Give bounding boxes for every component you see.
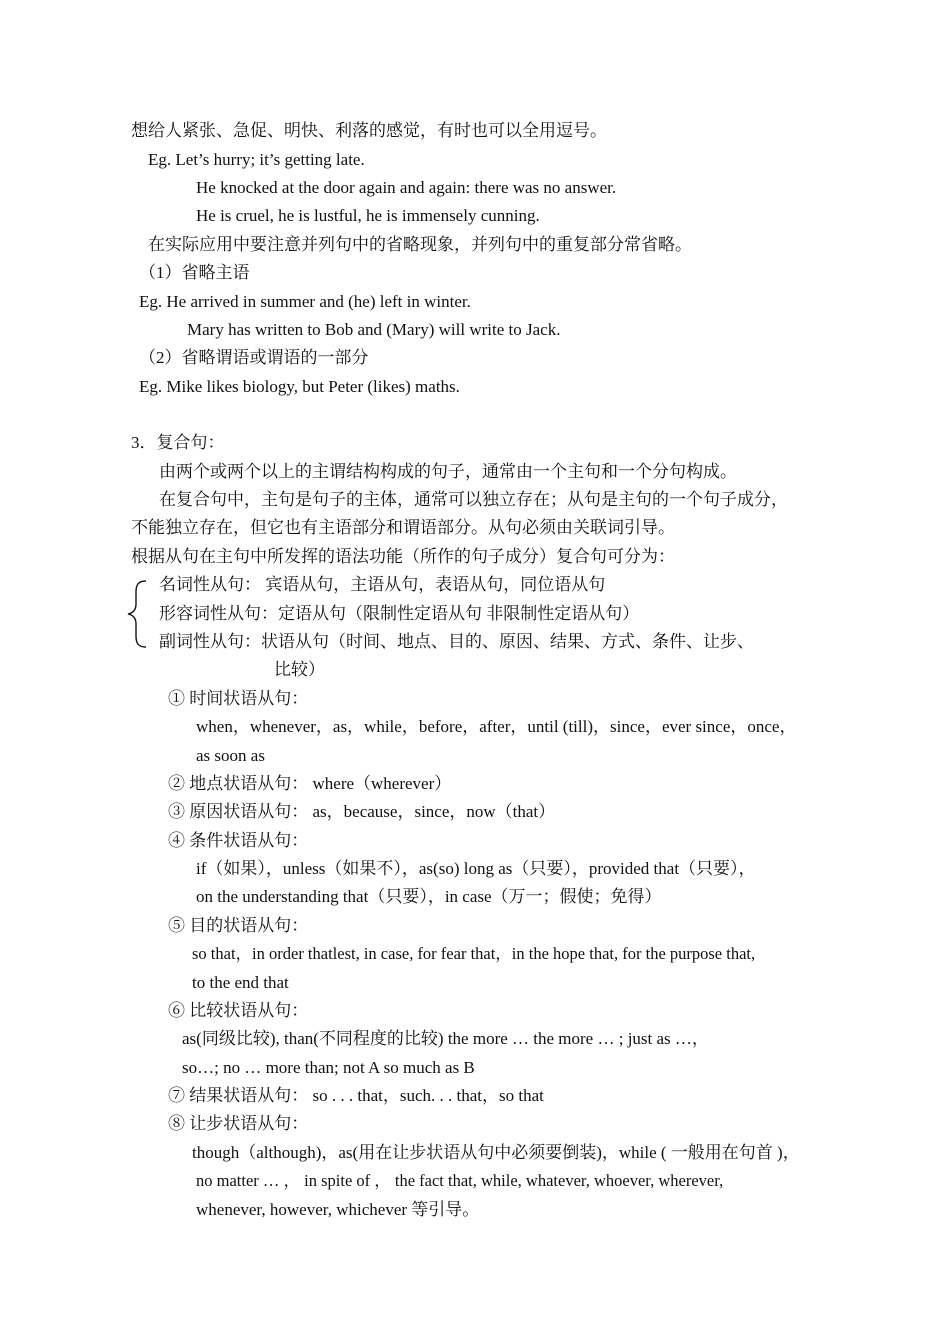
subheading: （2）省略谓语或谓语的一部分 [139, 348, 369, 367]
text-line: 根据从句在主句中所发挥的语法功能（所作的句子成分）复合句可分为： [131, 547, 675, 566]
text-line: 想给人紧张、急促、明快、利落的感觉，有时也可以全用逗号。 [131, 121, 607, 140]
clause-category-cont: 比较） [274, 660, 325, 679]
text-line: 由两个或两个以上的主谓结构构成的句子，通常由一个主句和一个分句构成。 [159, 462, 737, 481]
example-line: Eg. He arrived in summer and (he) left in winter. [139, 292, 471, 311]
example-line: He is cruel, he is lustful, he is immensely cunning. [196, 206, 540, 225]
list-item-text: when，whenever，as，while，before，after，until (till)，since，ever since，once， [196, 717, 797, 736]
text-line: 在复合句中，主句是句子的主体，通常可以独立存在；从句是主句的一个句子成分， [159, 490, 788, 509]
list-item-text: so…; no … more than; not A so much as B [182, 1058, 475, 1077]
example-line: Mary has written to Bob and (Mary) will write to Jack. [187, 320, 561, 339]
list-item-text: so that，in order thatlest, in case, for fear that，in the hope that, for the purpose that, [192, 944, 756, 963]
example-line: Eg. Mike likes biology, but Peter (likes) maths. [139, 377, 460, 396]
list-item-text: to the end that [192, 973, 289, 992]
text-line: 在实际应用中要注意并列句中的省略现象，并列句中的重复部分常省略。 [148, 235, 692, 254]
section-heading: 3．复合句： [131, 433, 225, 452]
list-item-heading: ③ 原因状语从句： as，because，since，now（that） [168, 802, 556, 821]
list-item-text: though（although)，as(用在让步状语从句中必须要倒装)，while ( 一般用在句首 )， [192, 1143, 800, 1162]
list-item-heading: ① 时间状语从句： [168, 689, 309, 708]
list-item-text: no matter … ， in spite of ， the fact that, while, whatever, whoever, wherever, [196, 1171, 724, 1190]
list-item-text: on the understanding that（只要），in case（万一；假使；免得） [196, 887, 662, 906]
list-item-text: as soon as [196, 746, 265, 765]
clause-category: 形容词性从句：定语从句（限制性定语从句 非限制性定语从句） [159, 604, 640, 623]
list-item-heading: ⑧ 让步状语从句： [168, 1114, 309, 1133]
example-line: He knocked at the door again and again: there was no answer. [196, 178, 617, 197]
list-item-text: if（如果），unless（如果不），as(so) long as（只要），provided that（只要）， [196, 859, 756, 878]
subheading: （1）省略主语 [139, 263, 250, 282]
list-item-text: as(同级比较), than(不同程度的比较) the more … the more … ; just as …， [182, 1029, 709, 1048]
list-item-heading: ⑥ 比较状语从句： [168, 1001, 309, 1020]
list-item-heading: ⑤ 目的状语从句： [168, 916, 309, 935]
text-line: 不能独立存在，但它也有主语部分和谓语部分。从句必须由关联词引导。 [131, 518, 675, 537]
list-item-text: whenever, however, whichever 等引导。 [196, 1200, 480, 1219]
list-item-heading: ⑦ 结果状语从句： so . . . that，such. . . that，so that [168, 1086, 544, 1105]
clause-category: 名词性从句： 宾语从句，主语从句，表语从句，同位语从句 [159, 575, 606, 594]
example-line: Eg. Let’s hurry; it’s getting late. [148, 150, 365, 169]
clause-category: 副词性从句：状语从句（时间、地点、目的、原因、结果、方式、条件、让步、 [159, 632, 754, 651]
list-item-heading: ② 地点状语从句： where（wherever） [168, 774, 452, 793]
curly-brace-icon [124, 578, 150, 650]
list-item-heading: ④ 条件状语从句： [168, 831, 309, 850]
